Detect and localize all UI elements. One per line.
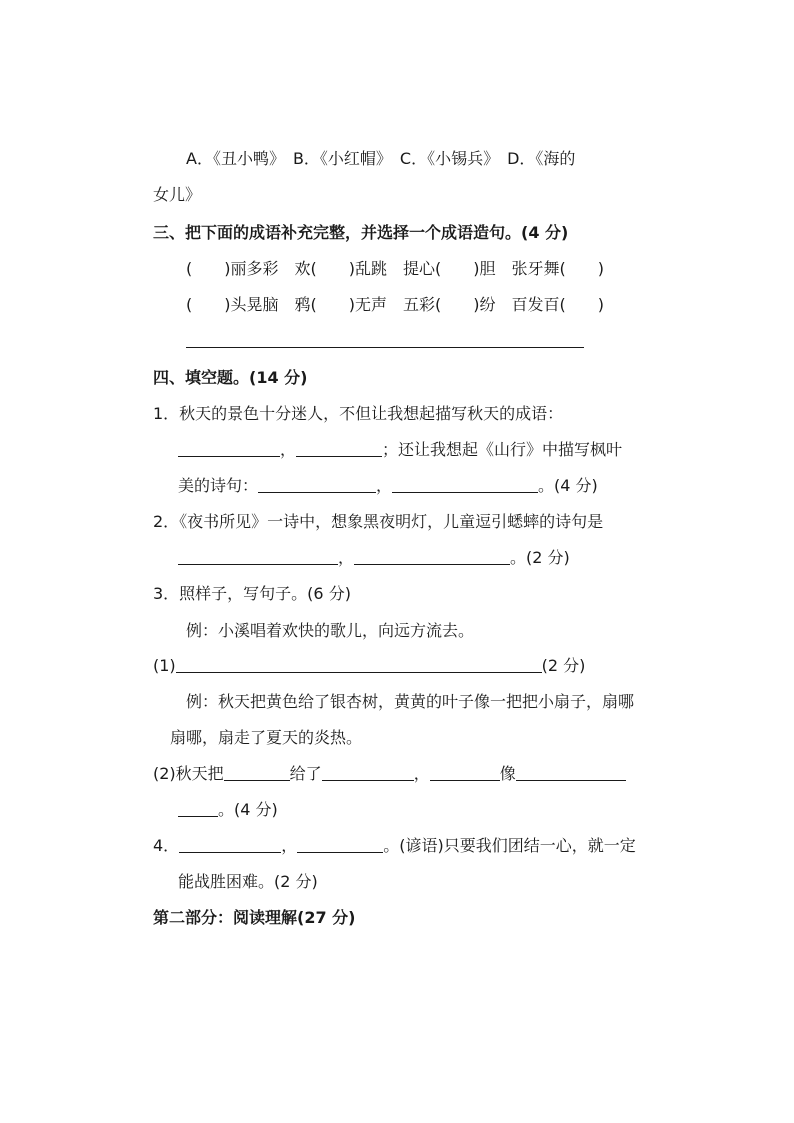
imitation-blank-2a[interactable]: [224, 764, 290, 781]
verse-blank-1[interactable]: [178, 548, 338, 565]
q4-line2: 能战胜困难。(2 分): [178, 872, 318, 891]
q2-line2: ， 。(2 分): [178, 547, 570, 569]
section3-title: 三、把下面的成语补充完整，并选择一个成语造句。(4 分): [153, 223, 569, 242]
q3-title: 3．照样子，写句子。(6 分): [153, 584, 351, 603]
proverb-blank-2[interactable]: [297, 836, 383, 853]
idiom-row-2: ( )头晃脑 鸦( )无声 五彩( )纷 百发百( ): [186, 295, 604, 314]
q3-example-2-line1: 例：秋天把黄色给了银杏树，黄黄的叶子像一把把小扇子，扇哪: [186, 692, 635, 711]
sentence-answer-line[interactable]: [186, 347, 584, 348]
q3-example-1: 例：小溪唱着欢快的歌儿，向远方流去。: [186, 621, 475, 640]
q2-options-line2: 女儿》: [153, 185, 202, 204]
q1-line1: 1．秋天的景色十分迷人，不但让我想起描写秋天的成语：: [153, 404, 564, 423]
part2-title: 第二部分：阅读理解(27 分): [153, 908, 356, 927]
q3-part2-line1: (2)秋天把 给了 ， 像: [153, 763, 626, 785]
q4-line1: 4． ， 。(谚语)只要我们团结一心，就一定: [153, 836, 636, 855]
imitation-blank-2c[interactable]: [430, 764, 500, 781]
section4-title: 四、填空题。(14 分): [153, 368, 308, 387]
q3-example-2-line2: 扇哪，扇走了夏天的炎热。: [170, 728, 363, 747]
q1-line2: ， ；还让我想起《山行》中描写枫叶: [178, 439, 622, 461]
imitation-blank-1[interactable]: [176, 656, 542, 673]
q1-line3: 美的诗句： ， 。(4 分): [178, 476, 598, 495]
q2-options-line1: A．《丑小鸭》 B．《小红帽》 C．《小锡兵》 D．《海的: [186, 149, 576, 168]
q3-part2-line2: 。(4 分): [178, 799, 278, 821]
q3-part1: (1) (2 分): [153, 656, 586, 675]
poem-blank-2[interactable]: [392, 476, 538, 493]
q2-line1: 2．《夜书所见》一诗中，想象黑夜明灯，儿童逗引蟋蟀的诗句是: [153, 512, 604, 531]
imitation-blank-2e[interactable]: [178, 800, 218, 817]
imitation-blank-2b[interactable]: [322, 764, 414, 781]
idiom-blank-1[interactable]: [178, 440, 280, 457]
verse-blank-2[interactable]: [354, 548, 510, 565]
idiom-row-1: ( )丽多彩 欢( )乱跳 提心( )胆 张牙舞( ): [186, 259, 604, 278]
poem-blank-1[interactable]: [258, 476, 376, 493]
imitation-blank-2d[interactable]: [516, 764, 626, 781]
proverb-blank-1[interactable]: [179, 836, 281, 853]
idiom-blank-2[interactable]: [296, 440, 382, 457]
